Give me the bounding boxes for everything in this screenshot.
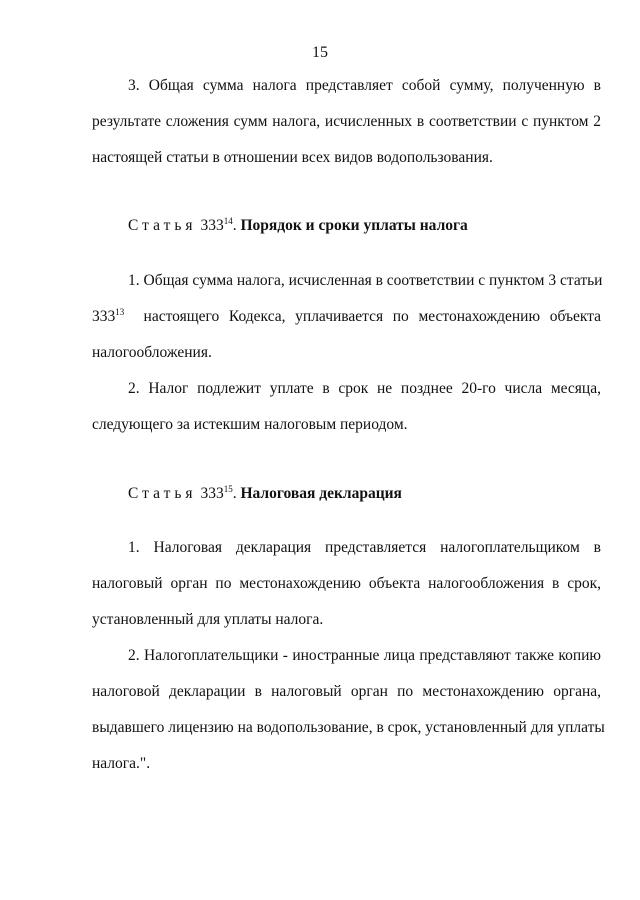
article-title: Налоговая декларация <box>240 485 402 502</box>
paragraph-line: 3. Общая сумма налога представляет собой сумму, полученную в <box>128 77 601 94</box>
ref-number: 333 <box>92 308 116 325</box>
article-dot: . <box>232 485 237 502</box>
ref-number-sup: 13 <box>115 307 125 317</box>
paragraph-line: 1. Общая сумма налога, исчисленная в соответствии с пунктом 3 статьи <box>128 272 603 289</box>
paragraph-line: налоговый орган по местонахождению объекта налогообложения в срок, <box>92 575 601 592</box>
article-number: 333 <box>200 217 224 234</box>
article-number: 333 <box>200 485 224 502</box>
paragraph-3 <box>92 76 601 184</box>
paragraph-line: выдавшего лицензию на водопользование, в срок, установленный для уплаты <box>92 719 605 736</box>
paragraph-line: налогообложения. <box>92 344 212 361</box>
article-heading-14 <box>128 217 468 235</box>
article-word: Статья <box>128 485 197 502</box>
article-14-paragraph-1 <box>92 271 601 379</box>
paragraph-line <box>92 307 601 343</box>
article-heading-15 <box>128 485 402 503</box>
paragraph-line: 2. Налогоплательщики - иностранные лица представляют также копию <box>128 647 601 664</box>
paragraph-line: 1. Налоговая декларация представляется налогоплательщиком в <box>128 539 601 556</box>
article-14-paragraph-2 <box>92 379 601 451</box>
paragraph-line: результате сложения сумм налога, исчисленных в соответствии с пунктом 2 <box>92 113 601 130</box>
ref-rest: настоящего Кодекса, уплачивается по местонахождению объекта <box>143 308 602 325</box>
article-dot: . <box>232 217 237 234</box>
article-15-paragraph-1 <box>92 538 601 646</box>
paragraph-line: следующего за истекшим налоговым периодом. <box>92 416 408 433</box>
article-number-sup: 14 <box>223 216 233 226</box>
paragraph-line: налоговой декларации в налоговый орган по местонахождению органа, <box>92 683 601 700</box>
article-word: Статья <box>128 217 197 234</box>
paragraph-line: настоящей статьи в отношении всех видов водопользования. <box>92 149 493 166</box>
paragraph-line: налога.". <box>92 755 151 772</box>
paragraph-line: установленный для уплаты налога. <box>92 611 324 628</box>
article-15-paragraph-2 <box>92 646 605 790</box>
page-number: 15 <box>312 44 328 61</box>
paragraph-line: 2. Налог подлежит уплате в срок не позднее 20-го числа месяца, <box>128 380 601 397</box>
article-title: Порядок и сроки уплаты налога <box>240 217 468 234</box>
article-number-sup: 15 <box>223 484 233 494</box>
